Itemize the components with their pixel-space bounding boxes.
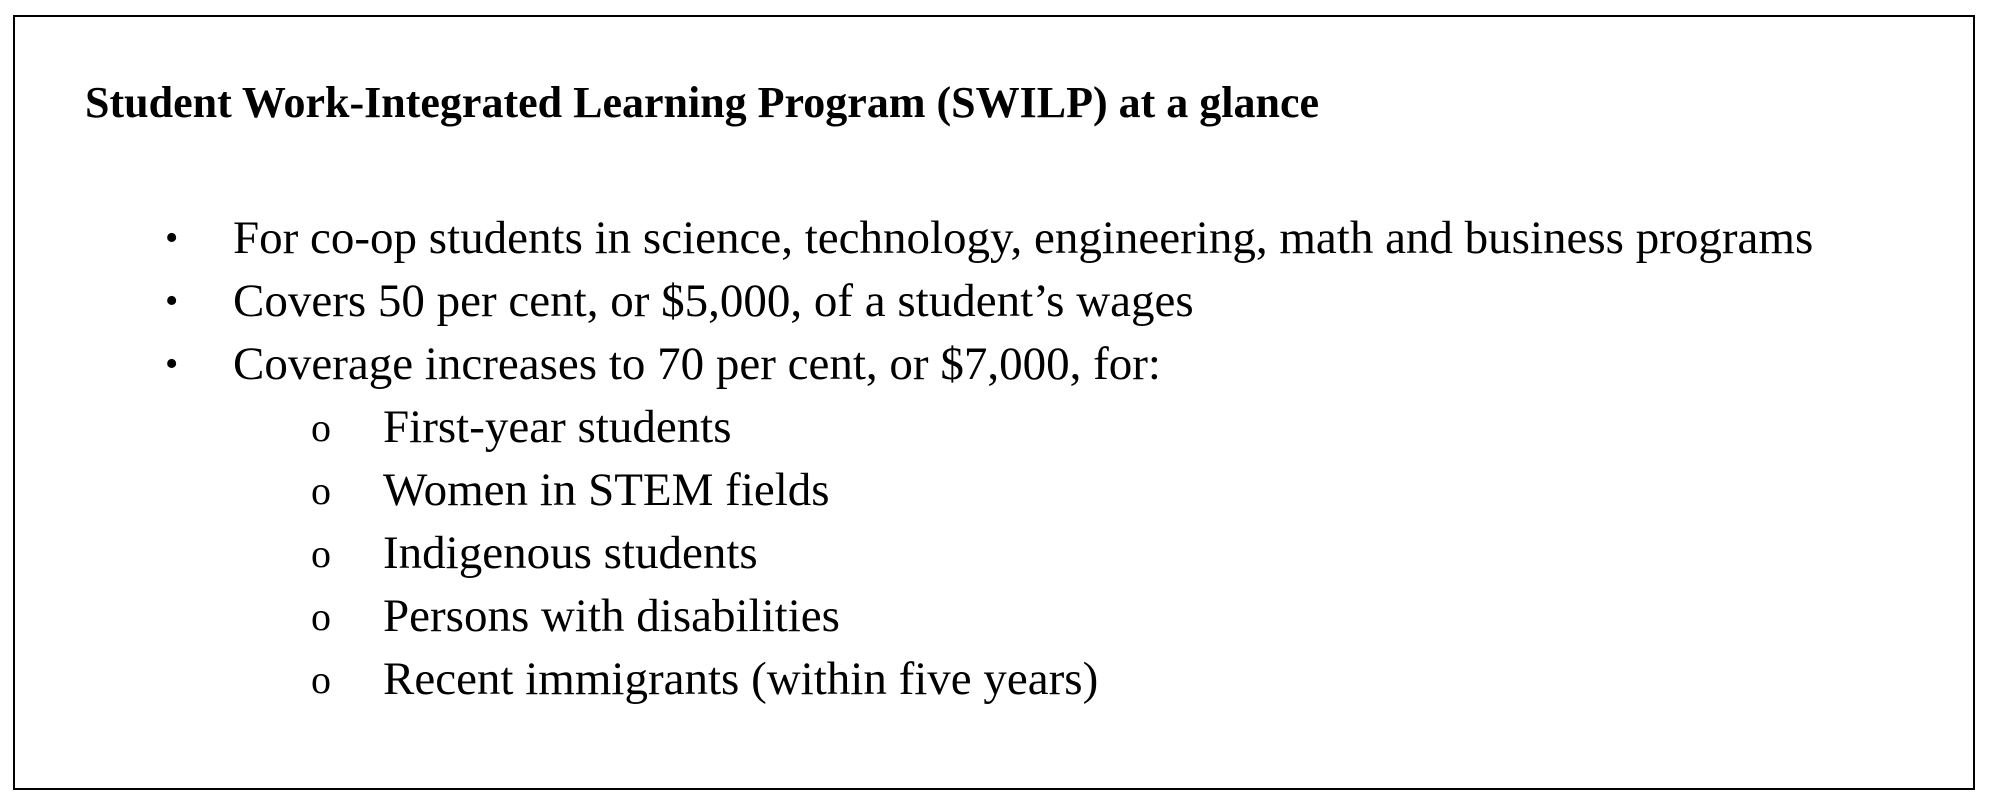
bullet-marker: • [165, 217, 179, 259]
sub-bullet-marker: o [311, 594, 331, 639]
bullet-list [15, 207, 1973, 711]
list-item-text: Covers 50 per cent, or $5,000, of a student’s wages [233, 275, 1194, 327]
sub-bullet-marker: o [311, 405, 331, 450]
list-item-text: For co-op students in science, technology, engineering, math and business programs [233, 212, 1814, 264]
sub-list-item [15, 585, 1973, 648]
sub-bullet-marker: o [311, 468, 331, 513]
sub-list-item [15, 648, 1973, 711]
sub-bullet-marker: o [311, 531, 331, 576]
bullet-marker: • [165, 280, 179, 322]
sub-list-item [15, 522, 1973, 585]
sub-list-item-text: Persons with disabilities [383, 590, 840, 642]
sub-list-item-text: Women in STEM fields [383, 464, 830, 516]
sub-list-item-text: Recent immigrants (within five years) [383, 653, 1099, 705]
list-item [15, 207, 1973, 270]
sub-list-item-text: Indigenous students [383, 527, 758, 579]
sub-list-item [15, 459, 1973, 522]
bullet-marker: • [165, 343, 179, 385]
sub-list-item [15, 396, 1973, 459]
list-item [15, 270, 1973, 333]
sub-bullet-marker: o [311, 657, 331, 702]
list-item [15, 333, 1973, 396]
info-box [13, 15, 1975, 790]
sub-list-item-text: First-year students [383, 401, 732, 453]
box-title: Student Work-Integrated Learning Program (SWILP) at a glance [85, 78, 1319, 127]
list-item-text: Coverage increases to 70 per cent, or $7,000, for: [233, 338, 1161, 390]
